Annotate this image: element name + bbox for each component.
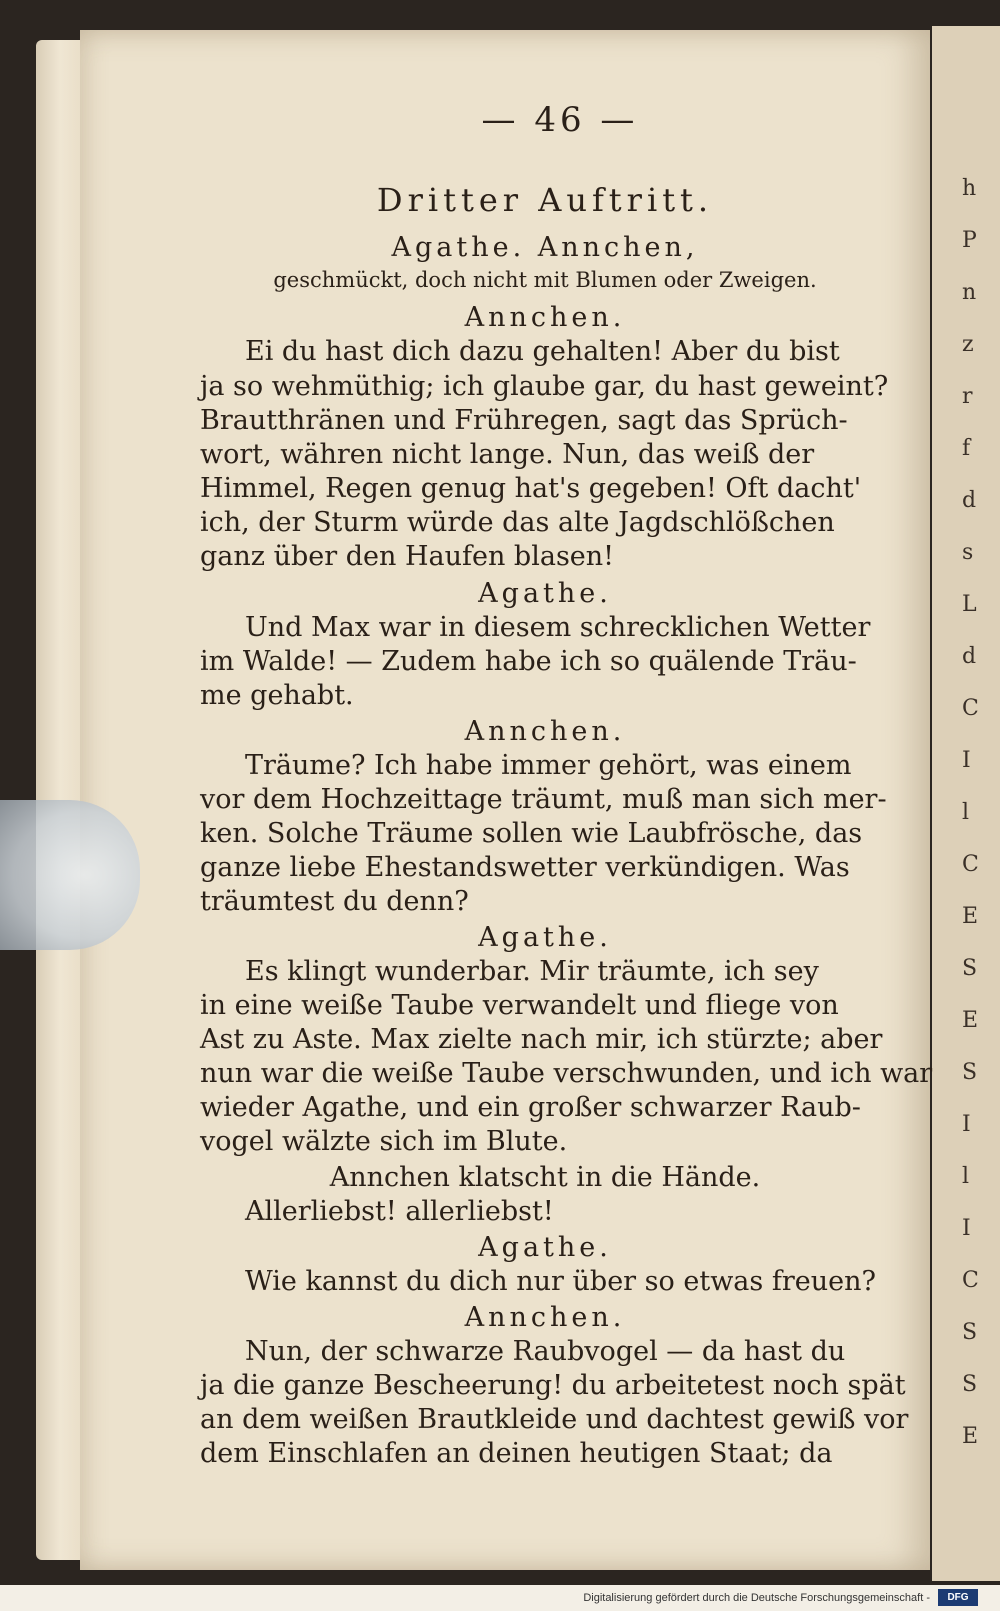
text-line: ganze liebe Ehestandswetter verkündigen. Was bbox=[200, 852, 850, 883]
speaker: Annchen. bbox=[464, 1302, 626, 1333]
right-page-fragment: s bbox=[962, 540, 974, 565]
text-line: Träume? Ich habe immer gehört, was einem bbox=[245, 750, 852, 781]
right-page-fragment: E bbox=[962, 904, 979, 929]
speaker: Annchen. bbox=[464, 716, 626, 747]
text-line: Allerliebst! allerliebst! bbox=[245, 1196, 554, 1227]
right-page-fragment: r bbox=[962, 384, 973, 409]
page-number: — 46 — bbox=[481, 100, 639, 140]
right-page-fragment: P bbox=[962, 228, 977, 253]
funding-notice: Digitalisierung gefördert durch die Deutsche Forschungsgemeinschaft - bbox=[583, 1592, 930, 1604]
text-line: wort, währen nicht lange. Nun, das weiß der bbox=[200, 439, 815, 470]
right-page-fragment: S bbox=[962, 1372, 978, 1397]
right-page-fragment: f bbox=[962, 436, 971, 461]
cast-heading: Agathe. Annchen, bbox=[391, 232, 699, 263]
dfg-logo: DFG bbox=[938, 1589, 978, 1606]
text-line: vogel wälzte sich im Blute. bbox=[200, 1126, 568, 1157]
right-page-fragment: S bbox=[962, 1060, 978, 1085]
right-page-fragment: L bbox=[962, 592, 977, 617]
speaker: Agathe. bbox=[478, 578, 612, 609]
text-line: träumtest du denn? bbox=[200, 886, 469, 917]
text-line: Himmel, Regen genug hat's gegeben! Oft dacht' bbox=[200, 473, 862, 504]
text-line: Nun, der schwarze Raubvogel — da hast du bbox=[245, 1336, 846, 1367]
text-line: ken. Solche Träume sollen wie Laubfrösche, das bbox=[200, 818, 863, 849]
cast-note: geschmückt, doch nicht mit Blumen oder Zweigen. bbox=[273, 268, 817, 292]
text-line: ja so wehmüthig; ich glaube gar, du hast geweint? bbox=[200, 371, 889, 402]
scene-title: Dritter Auftritt. bbox=[376, 181, 714, 219]
right-page-fragment: I bbox=[962, 748, 971, 773]
text-line: vor dem Hochzeittage träumt, muß man sich mer- bbox=[200, 784, 887, 815]
right-page-fragment: d bbox=[962, 488, 977, 513]
text-line: Wie kannst du dich nur über so etwas freuen? bbox=[245, 1266, 876, 1297]
text-line: Brautthränen und Frühregen, sagt das Sprüch- bbox=[200, 405, 848, 436]
text-line: in eine weiße Taube verwandelt und fliege von bbox=[200, 990, 839, 1021]
right-page-fragment: z bbox=[962, 332, 974, 357]
right-page-fragment: I bbox=[962, 1112, 971, 1137]
right-page-fragment: S bbox=[962, 1320, 978, 1345]
speaker: Agathe. bbox=[478, 922, 612, 953]
text-line: ich, der Sturm würde das alte Jagdschlößchen bbox=[200, 507, 835, 538]
text-line: Ei du hast dich dazu gehalten! Aber du bist bbox=[245, 336, 840, 367]
right-page-fragment: C bbox=[962, 696, 979, 721]
right-page-fragment: d bbox=[962, 644, 977, 669]
text-line: ja die ganze Bescheerung! du arbeitetest noch spät bbox=[200, 1370, 906, 1401]
text-line: dem Einschlafen an deinen heutigen Staat; da bbox=[200, 1438, 833, 1469]
text-line: an dem weißen Brautkleide und dachtest gewiß vor bbox=[200, 1404, 909, 1435]
right-page-fragment: n bbox=[962, 280, 977, 305]
right-page-fragment: h bbox=[962, 176, 977, 201]
text-line: ganz über den Haufen blasen! bbox=[200, 541, 615, 572]
text-line: im Walde! — Zudem habe ich so quälende Träu- bbox=[200, 646, 857, 677]
glass-page-clip bbox=[0, 800, 140, 950]
right-page-fragment: l bbox=[962, 1164, 970, 1189]
speaker: Agathe. bbox=[478, 1232, 612, 1263]
text-line: nun war die weiße Taube verschwunden, und ich war bbox=[200, 1058, 933, 1089]
right-page-fragment: E bbox=[962, 1424, 979, 1449]
speaker-with-direction: Annchen klatscht in die Hände. bbox=[329, 1162, 761, 1193]
right-page-fragment: I bbox=[962, 1216, 971, 1241]
text-line: wieder Agathe, und ein großer schwarzer Raub- bbox=[200, 1092, 861, 1123]
text-line: Und Max war in diesem schrecklichen Wetter bbox=[245, 612, 871, 643]
text-line: me gehabt. bbox=[200, 680, 354, 711]
text-line: Ast zu Aste. Max zielte nach mir, ich stürzte; aber bbox=[200, 1024, 883, 1055]
text-line: Es klingt wunderbar. Mir träumte, ich sey bbox=[245, 956, 819, 987]
right-page-fragment: S bbox=[962, 956, 978, 981]
right-page-edge bbox=[932, 26, 1000, 1581]
right-page-fragment: C bbox=[962, 1268, 979, 1293]
right-page-fragment: C bbox=[962, 852, 979, 877]
right-page-fragment: E bbox=[962, 1008, 979, 1033]
speaker: Annchen. bbox=[464, 302, 626, 333]
right-page-fragment: l bbox=[962, 800, 970, 825]
